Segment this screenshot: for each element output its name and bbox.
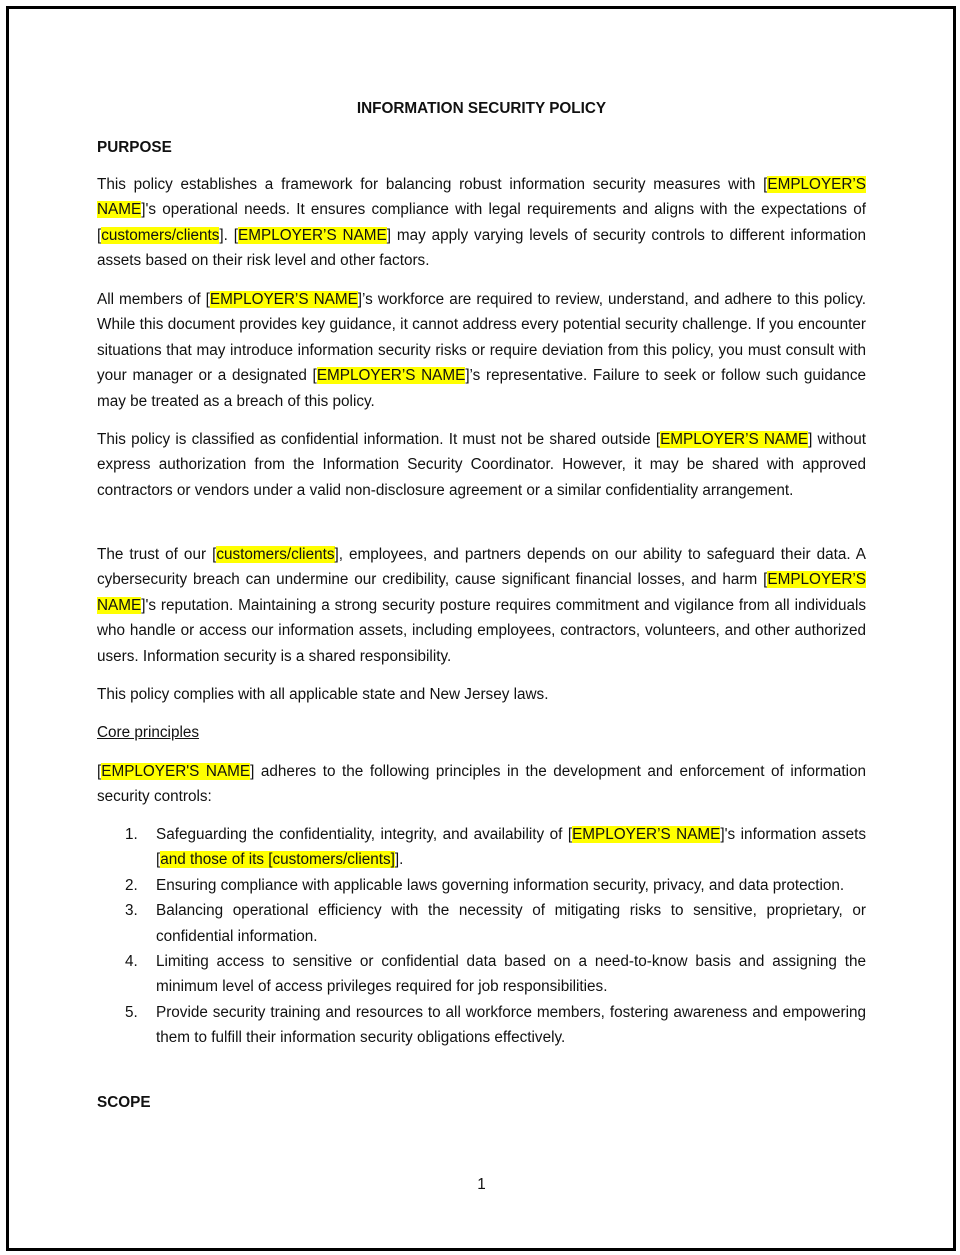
core-principles-intro: [EMPLOYER'S NAME] adheres to the following principles in the development and enforcement of information security controls:: [97, 763, 867, 806]
page-number: 1: [477, 1176, 486, 1193]
placeholder-highlight: EMPLOYER’S NAME: [97, 176, 866, 219]
purpose-paragraph-4: The trust of our [customers/clients], employees, and partners depends on our ability to safeguard their data. A cybersecurity breach can undermine our credibility, cause significant financial losses, and harm [EMPLOYER’S NAME]'s reputation. Maintaining a strong security posture requires commitment and vigilance from all individuals who handle or access our information assets, including employees, contractors, volunteers, and other authorized users. Information security is a shared responsibility.: [97, 546, 866, 665]
principles-list: [97, 822, 866, 1051]
document-title: INFORMATION SECURITY POLICY: [356, 100, 607, 117]
purpose-paragraph-3: This policy is classified as confidential information. It must not be shared outside [EMPLOYER’S NAME] without express authorization from the Information Security Coordinator. However, it may be shared with approved contractors or vendors under a valid non-disclosure agreement or a similar confidentiality arrangement.: [97, 431, 866, 499]
placeholder-highlight: EMPLOYER’S NAME: [660, 431, 809, 448]
list-item: 4. Limiting access to sensitive or confidential data based on a need-to-know basis and assigning the minimum level of access privileges required for job responsibilities.: [125, 953, 866, 996]
core-principles-heading: Core principles: [97, 724, 200, 741]
purpose-paragraph-2: All members of [EMPLOYER’S NAME]’s workforce are required to review, understand, and adhere to this policy. While this document provides key guidance, it cannot address every potential security challenge. If you encounter situations that may introduce information security risks or require deviation from this policy, you must consult with your manager or a designated [EMPLOYER’S NAME]’s representative. Failure to seek or follow such guidance may be treated as a breach of this policy.: [97, 291, 866, 410]
list-item: 3. Balancing operational efficiency with the necessity of mitigating risks to sensitive, proprietary, or confidential information.: [125, 902, 866, 945]
placeholder-highlight: and those of its [customers/clients]: [160, 851, 395, 869]
placeholder-highlight: EMPLOYER’S NAME: [209, 291, 358, 308]
placeholder-highlight: EMPLOYER’S NAME: [316, 367, 466, 385]
list-item: 5. Provide security training and resources to all workforce members, fostering awareness and empowering them to fulfill their information security obligations effectively.: [125, 1003, 866, 1047]
purpose-paragraph-5: This policy complies with all applicable state and New Jersey laws.: [97, 686, 549, 703]
placeholder-highlight: customers/clients: [216, 546, 335, 563]
placeholder-highlight: EMPLOYER’S NAME: [97, 571, 866, 614]
purpose-paragraph-1: This policy establishes a framework for balancing robust information security measures with [EMPLOYER’S NAME]'s operational needs. It ensures compliance with legal requirements and aligns with the expectations of [customers/clients]. [EMPLOYER’S NAME] may apply varying levels of security controls to different information assets based on their risk level and other factors.: [97, 176, 866, 270]
list-item: 1. Safeguarding the confidentiality, integrity, and availability of [EMPLOYER’S NAME]'s information assets [and those of its [customers/clients]].: [125, 826, 867, 869]
list-item: 2. Ensuring compliance with applicable laws governing information security, privacy, and data protection.: [125, 876, 845, 894]
placeholder-highlight: EMPLOYER’S NAME: [238, 226, 387, 244]
purpose-heading: PURPOSE: [97, 139, 172, 156]
placeholder-highlight: customers/clients: [101, 226, 220, 244]
scope-heading: SCOPE: [97, 1094, 151, 1111]
placeholder-highlight: EMPLOYER'S NAME: [101, 763, 251, 780]
placeholder-highlight: EMPLOYER’S NAME: [572, 826, 721, 843]
